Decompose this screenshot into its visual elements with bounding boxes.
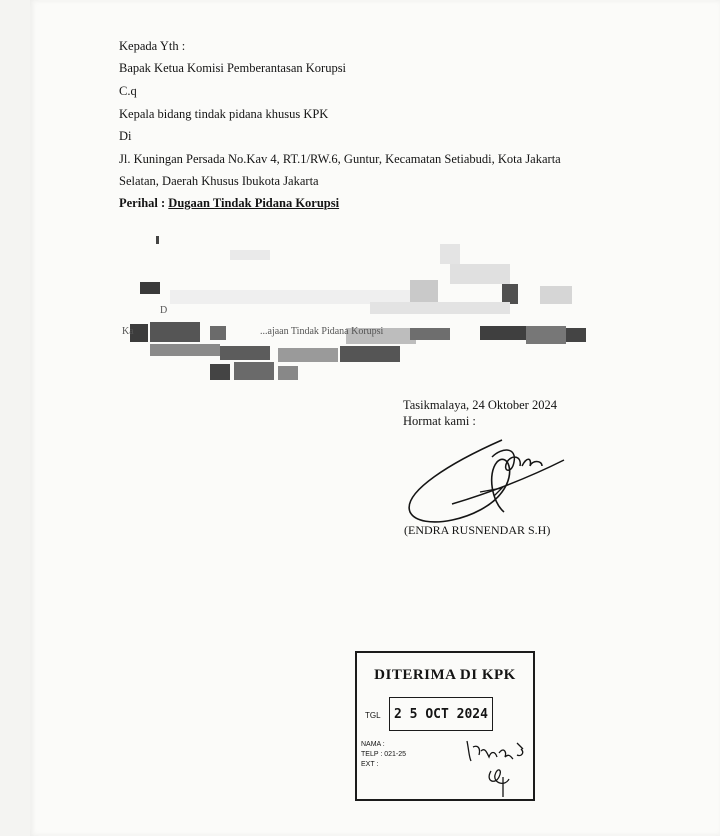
regards: Hormat kami : [403, 414, 476, 428]
redacted-fragment-1: D [160, 305, 168, 316]
address-line-1: Jl. Kuningan Persada No.Kav 4, RT.1/RW.6, Guntur, Kecamatan Setiabudi, Kota Jakarta [119, 152, 561, 166]
cq-line: C.q [119, 84, 137, 98]
signature-image [392, 432, 582, 532]
di-line: Di [119, 129, 132, 143]
stamp-ext-label: EXT : [361, 761, 379, 768]
salutation: Kepada Yth : [119, 39, 186, 53]
stamp-date: 2 5 OCT 2024 [389, 697, 493, 731]
stamp-telp-label: TELP : 021-25 [361, 751, 407, 758]
perihal [119, 195, 339, 211]
perihal-value: Dugaan Tindak Pidana Korupsi [168, 196, 340, 210]
stamp-tgl-label: TGL [365, 711, 381, 720]
recipient: Bapak Ketua Komisi Pemberantasan Korupsi [119, 61, 347, 75]
redacted-fragment-3: Ka [122, 326, 134, 337]
stamp-nama-label: NAMA : [361, 741, 385, 748]
place-date: Tasikmalaya, 24 Oktober 2024 [403, 398, 557, 412]
received-stamp [355, 651, 535, 801]
stamp-title: DITERIMA DI KPK [374, 667, 516, 683]
perihal-label: Perihal : [119, 196, 166, 210]
stamp-receiver-signature [465, 737, 535, 799]
redacted-fragment-2: ...ajaan Tindak Pidana Korupsi [260, 326, 384, 337]
address-line-2: Selatan, Daerah Khusus Ibukota Jakarta [119, 174, 319, 188]
division-line: Kepala bidang tindak pidana khusus KPK [119, 107, 329, 121]
redacted-body [110, 228, 600, 398]
signer-name: (ENDRA RUSNENDAR S.H) [404, 523, 551, 537]
